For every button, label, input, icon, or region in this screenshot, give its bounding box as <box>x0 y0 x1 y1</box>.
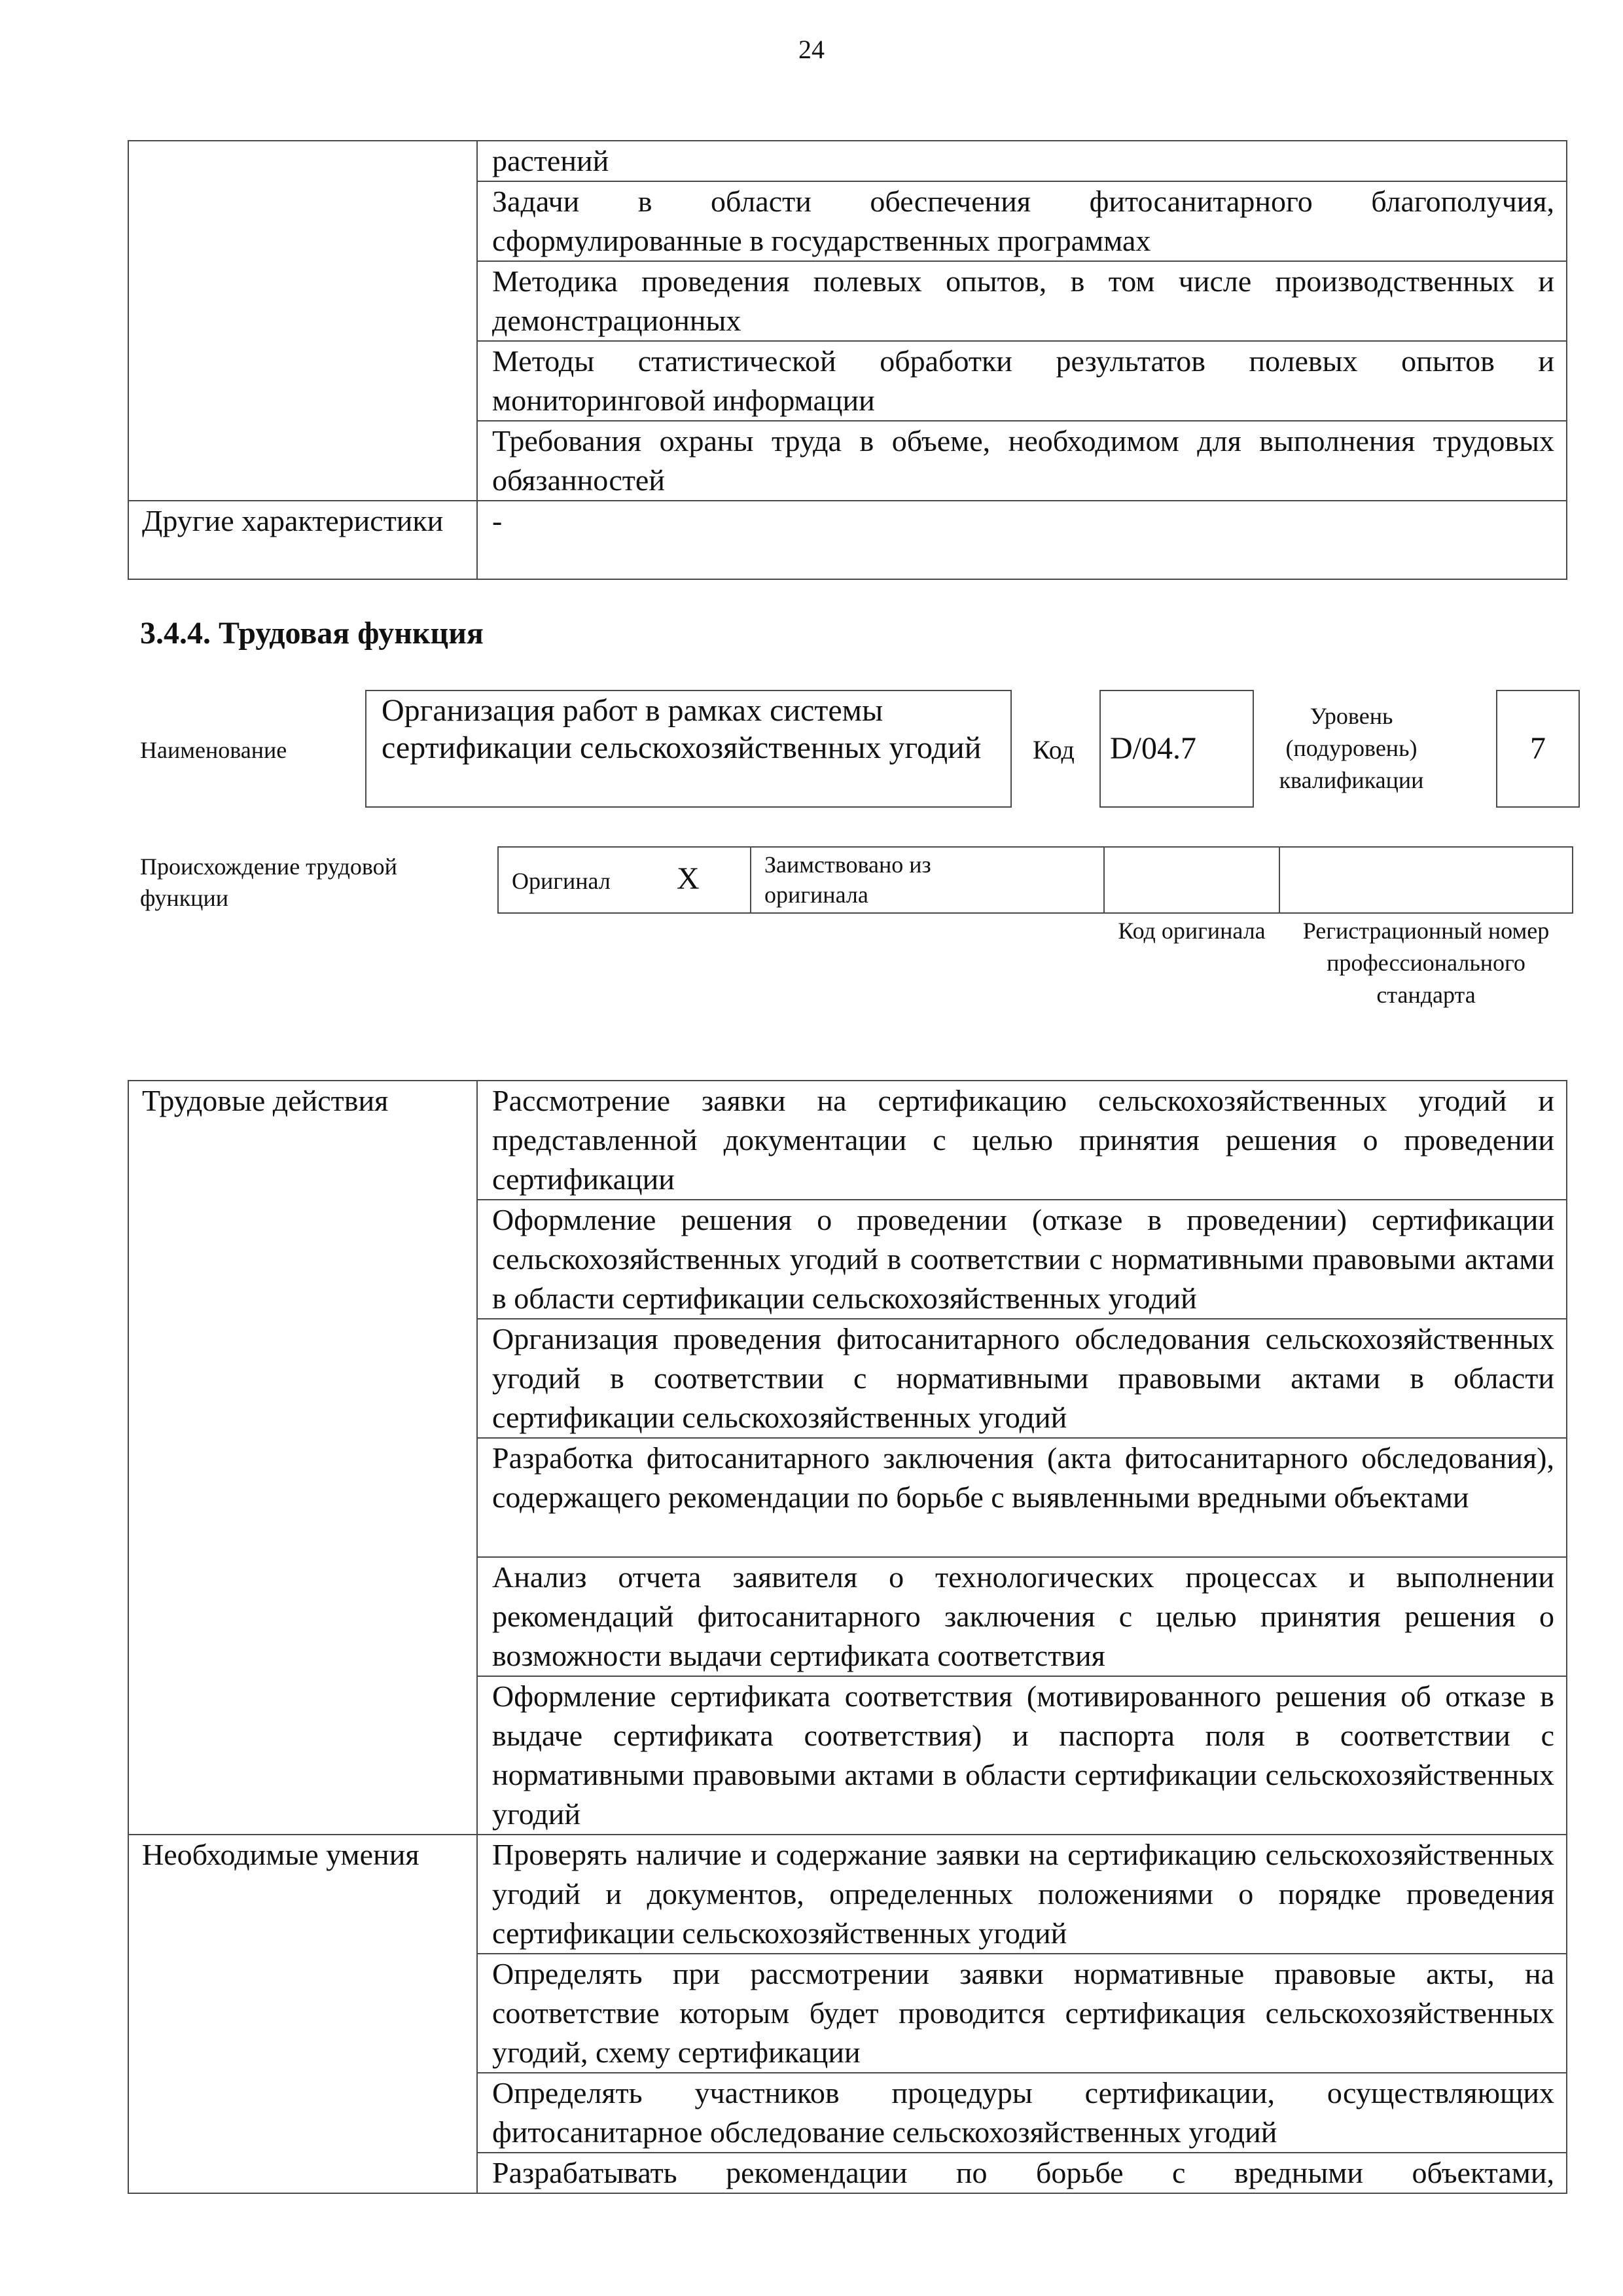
other-characteristics-value: - <box>477 501 1567 579</box>
action-item: Организация проведения фитосанитарного обследования сельскохозяйственных угодий в соответствии с нормативными правовыми актами в области сертификации сельскохозяйственных угодий <box>477 1319 1567 1438</box>
knowledge-item: Требования охраны труда в объеме, необходимом для выполнения трудовых обязанностей <box>477 421 1567 501</box>
original-label: Оригинал <box>512 868 611 894</box>
knowledge-item: растений <box>477 141 1567 181</box>
action-item: Анализ отчета заявителя о технологических процессах и выполнении рекомендаций фитосанитарного заключения с целью принятия решения о возможности выдачи сертификата соответствия <box>477 1557 1567 1676</box>
original-code-box <box>1103 846 1280 914</box>
borrowed-label: Заимствовано из оригинала <box>764 852 931 908</box>
skill-item: Определять при рассмотрении заявки нормативные правовые акты, на соответствие которым будет проводится сертификация сельскохозяйственных угодий, схему сертификации <box>477 1954 1567 2073</box>
level-value: 7 <box>1530 731 1546 766</box>
name-label: Наименование <box>140 737 287 763</box>
empty-label-cell <box>128 141 477 501</box>
knowledge-item: Методика проведения полевых опытов, в том числе производственных и демонстрационных <box>477 261 1567 341</box>
code-label: Код <box>1033 735 1075 764</box>
level-label: Уровень (подуровень) квалификации <box>1279 703 1424 793</box>
action-item: Разработка фитосанитарного заключения (акта фитосанитарного обследования), содержащего рекомендации по борьбе с выявленными вредными объектами <box>477 1438 1567 1557</box>
knowledge-item: Методы статистической обработки результатов полевых опытов и мониторинговой информации <box>477 341 1567 421</box>
skill-item: Определять участников процедуры сертификации, осуществляющих фитосанитарное обследование сельскохозяйственных угодий <box>477 2073 1567 2153</box>
skill-item: Разрабатывать рекомендации по борьбе с вредными объектами, <box>477 2153 1567 2193</box>
action-item: Оформление сертификата соответствия (мотивированного решения об отказе в выдаче сертификата соответствия) и паспорта поля в соответствии с нормативными правовыми актами в области сертификации сельскохозяйственных угодий <box>477 1676 1567 1835</box>
action-item: Рассмотрение заявки на сертификацию сельскохозяйственных угодий и представленной документации с целью принятия решения о проведении сертификации <box>477 1081 1567 1200</box>
page-number: 24 <box>798 35 825 64</box>
skills-label: Необходимые умения <box>128 1835 477 2193</box>
actions-label: Трудовые действия <box>128 1081 477 1835</box>
code-caption: Код оригинала <box>1118 918 1266 944</box>
labor-function-table <box>128 1080 1567 2194</box>
code-value: D/04.7 <box>1110 731 1196 766</box>
knowledge-item: Задачи в области обеспечения фитосанитарного благополучия, сформулированные в государственных программах <box>477 181 1567 261</box>
action-item: Оформление решения о проведении (отказе в проведении) сертификации сельскохозяйственных угодий в соответствии с нормативными правовыми актами в области сертификации сельскохозяйственных угодий <box>477 1200 1567 1319</box>
other-characteristics-label: Другие характеристики <box>128 501 477 579</box>
reg-caption: Регистрационный номер профессионального стандарта <box>1302 918 1550 1008</box>
section-title: 3.4.4. Трудовая функция <box>140 616 484 651</box>
original-mark: X <box>677 861 700 896</box>
origin-label: Происхождение трудовой функции <box>140 853 397 911</box>
reg-number-box <box>1279 846 1573 914</box>
name-value: Организация работ в рамках системы сертификации сельскохозяйственных угодий <box>382 693 982 765</box>
skill-item: Проверять наличие и содержание заявки на сертификацию сельскохозяйственных угодий и документов, определенных положениями о порядке проведения сертификации сельскохозяйственных угодий <box>477 1835 1567 1954</box>
continued-knowledge-table <box>128 140 1567 580</box>
